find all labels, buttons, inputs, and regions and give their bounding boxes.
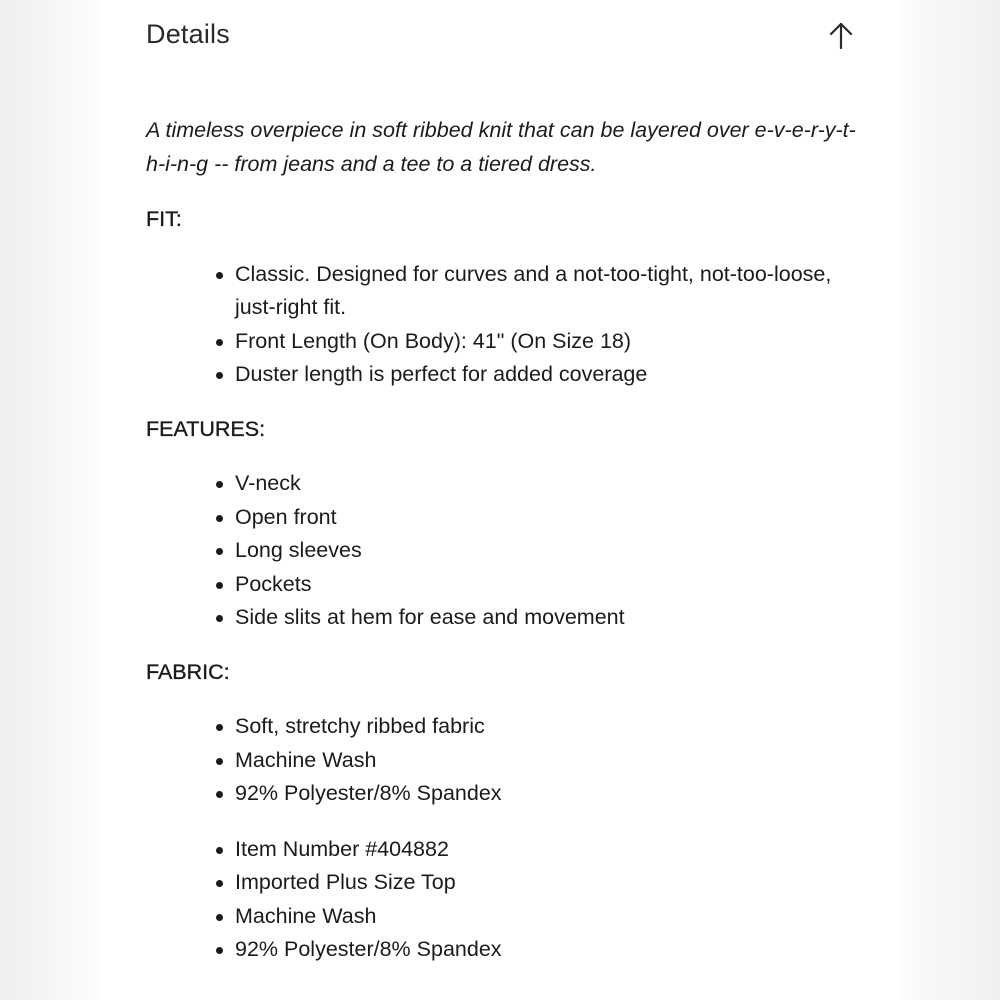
list-item: Machine Wash [235, 900, 858, 934]
fabric-list [146, 710, 858, 811]
fabric-section [146, 656, 858, 811]
fit-list [146, 258, 858, 392]
list-item: Classic. Designed for curves and a not-too-tight, not-too-loose, just-right fit. [235, 258, 858, 325]
collapse-button[interactable] [826, 18, 856, 52]
list-item: Machine Wash [235, 744, 858, 778]
features-heading: FEATURES: [146, 416, 266, 441]
list-item: Item Number #404882 [235, 833, 858, 867]
list-item: Soft, stretchy ribbed fabric [235, 710, 858, 744]
list-item: Duster length is perfect for added coverage [235, 358, 858, 392]
list-item: 92% Polyester/8% Spandex [235, 777, 858, 811]
product-description: A timeless overpiece in soft ribbed knit that can be layered over e-v-e-r-y-t-h-i-n-g -- from jeans and a tee to a tiered dress. [146, 118, 856, 176]
details-header[interactable] [146, 14, 856, 58]
details-panel [102, 0, 898, 1000]
arrow-up-icon [826, 18, 856, 52]
list-item: Pockets [235, 568, 858, 602]
fabric-heading: FABRIC: [146, 659, 230, 684]
list-item: Front Length (On Body): 41" (On Size 18) [235, 325, 858, 359]
list-item: Open front [235, 501, 858, 535]
list-item: Side slits at hem for ease and movement [235, 601, 858, 635]
list-item: V-neck [235, 467, 858, 501]
details-title: Details [146, 19, 230, 49]
list-item: Long sleeves [235, 534, 858, 568]
item-info-list [146, 833, 858, 967]
fit-heading: FIT: [146, 207, 182, 231]
features-section [146, 413, 858, 635]
list-item: 92% Polyester/8% Spandex [235, 933, 858, 967]
features-list [146, 467, 858, 635]
fit-section [146, 203, 858, 392]
list-item: Imported Plus Size Top [235, 866, 858, 900]
details-content [146, 114, 858, 988]
